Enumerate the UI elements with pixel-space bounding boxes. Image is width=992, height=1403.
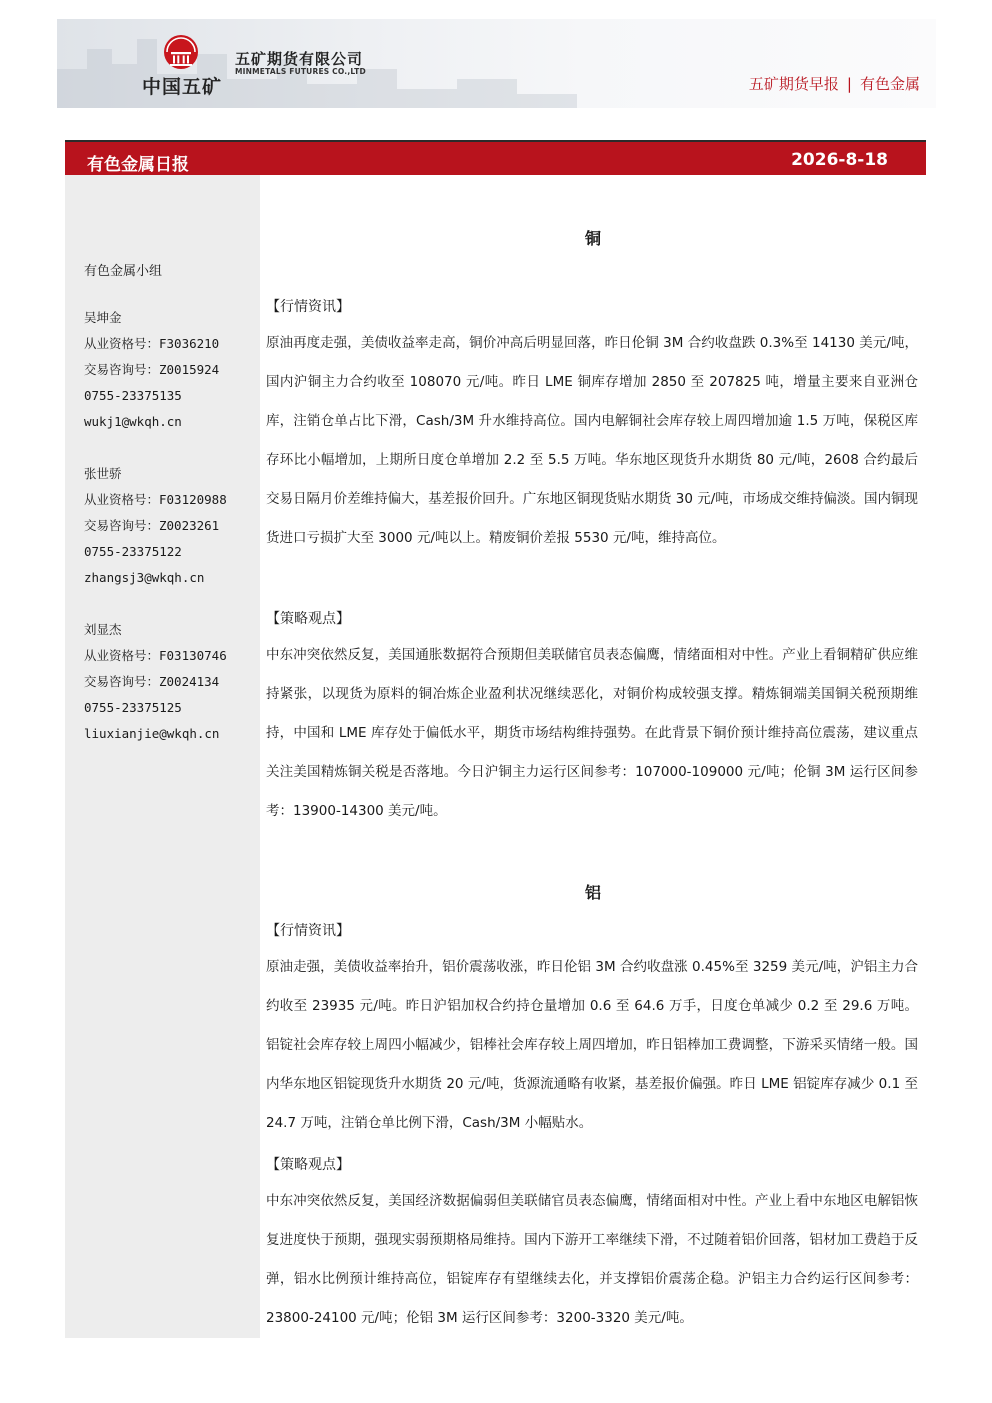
analyst-card (84, 617, 227, 747)
strategy-heading: 【策略观点】 (266, 1157, 350, 1173)
analyst-consulting-id: 交易咨询号：Z0024134 (84, 674, 220, 689)
analyst-email: wukj1@wkqh.cn (84, 414, 182, 429)
report-series: 五矿期货早报 (748, 75, 839, 93)
analyst-qualification: 从业资格号：F03130746 (84, 648, 227, 663)
header-report-label (749, 73, 920, 94)
minmetals-logo-icon (162, 33, 200, 71)
copper-strategy-text: 中东冲突依然反复，美国通胀数据符合预期但美联储官员表态偏鹰，情绪面相对中性。产业上看铜精矿供应维持紧张，以现货为原料的铜冶炼企业盈利状况继续恶化，对铜价构成较强支撑。精炼铜端美国铜关税预期维持，中国和 LME 库存处于偏低水平，期货市场结构维持强势。在此背景下铜价预计维持高位震荡，建议重点关注美国精炼铜关税是否落地。今日沪铜主力运行区间参考：107000-109000 元/吨；伦铜 3M 运行区间参考：13900-14300 美元/吨。 (266, 647, 918, 819)
strategy-heading: 【策略观点】 (266, 611, 350, 627)
analyst-phone: 0755-23375122 (84, 544, 182, 559)
report-title-bar (65, 140, 926, 175)
analyst-name: 吴坤金 (84, 310, 122, 325)
analyst-consulting-id: 交易咨询号：Z0023261 (84, 518, 220, 533)
copper-market-text: 原油再度走强，美债收益率走高，铜价冲高后明显回落，昨日伦铜 3M 合约收盘跌 0.3%至 14130 美元/吨，国内沪铜主力合约收至 108070 元/吨。昨日 LME 铜库存增加 2850 至 207825 吨，增量主要来自亚洲仓库，注销仓单占比下滑，Cash/3M 升水维持高位。国内电解铜社会库存较上周四增加逾 1.5 万吨，保税区库存环比小幅增加，上期所日度仓单增加 2.2 至 5.5 万吨。华东地区现货升水期货 80 元/吨，2608 合约最后交易日隔月价差维持偏大，基差报价回升。广东地区铜现货贴水期货 30 元/吨，市场成交维持偏淡。国内铜现货进口亏损扩大至 3000 元/吨以上。精废铜价差报 5530 元/吨，维持高位。 (266, 335, 918, 546)
aluminium-market-text: 原油走强，美债收益率抬升，铝价震荡收涨，昨日伦铝 3M 合约收盘涨 0.45%至 3259 美元/吨，沪铝主力合约收至 23935 元/吨。昨日沪铝加权合约持仓量增加 0.6 至 64.6 万手，日度仓单减少 0.2 至 29.6 万吨。铝锭社会库存较上周四小幅减少，铝棒社会库存较上周四增加，昨日铝棒加工费调整，下游采买情绪一般。国内华东地区铝锭现货升水期货 20 元/吨，货源流通略有收紧，基差报价偏强。昨日 LME 铝锭库存减少 0.1 至 24.7 万吨，注销仓单比例下滑，Cash/3M 小幅贴水。 (266, 959, 918, 1131)
analyst-email: liuxianjie@wkqh.cn (84, 726, 220, 741)
analyst-name: 张世骄 (84, 466, 122, 481)
analyst-sidebar (65, 175, 260, 1338)
analyst-qualification: 从业资格号：F3036210 (84, 336, 220, 351)
analyst-qualification: 从业资格号：F03120988 (84, 492, 227, 507)
analyst-consulting-id: 交易咨询号：Z0015924 (84, 362, 220, 377)
team-name: 有色金属小组 (84, 264, 163, 279)
report-category: 有色金属 (859, 75, 920, 93)
logo-wordmark: 中国五矿 (142, 76, 223, 98)
aluminium-strategy-text: 中东冲突依然反复，美国经济数据偏弱但美联储官员表态偏鹰，情绪面相对中性。产业上看中东地区电解铝恢复进度快于预期，强现实弱预期格局维持。国内下游开工率继续下滑，不过随着铝价回落，铝材加工费趋于反弹，铝水比例预计维持高位，铝锭库存有望继续去化，并支撑铝价震荡企稳。沪铝主力合约运行区间参考：23800-24100 元/吨；伦铝 3M 运行区间参考：3200-3320 美元/吨。 (266, 1193, 918, 1326)
report-date: 2026-8-18 (791, 150, 888, 170)
section-title-aluminium: 铝 (584, 883, 601, 902)
analyst-phone: 0755-23375125 (84, 700, 182, 715)
analyst-card (84, 305, 219, 435)
analyst-card (84, 461, 227, 591)
analyst-name: 刘显杰 (84, 622, 122, 637)
header-separator: | (846, 75, 852, 93)
report-title: 有色金属日报 (87, 155, 189, 175)
market-news-heading: 【行情资讯】 (266, 923, 350, 939)
company-name-en: MINMETALS FUTURES CO.,LTD (235, 67, 366, 76)
analyst-email: zhangsj3@wkqh.cn (84, 570, 205, 585)
market-news-heading: 【行情资讯】 (266, 299, 350, 315)
company-name-cn: 五矿期货有限公司 (235, 50, 364, 68)
analyst-phone: 0755-23375135 (84, 388, 182, 403)
section-title-copper: 铜 (584, 229, 601, 248)
